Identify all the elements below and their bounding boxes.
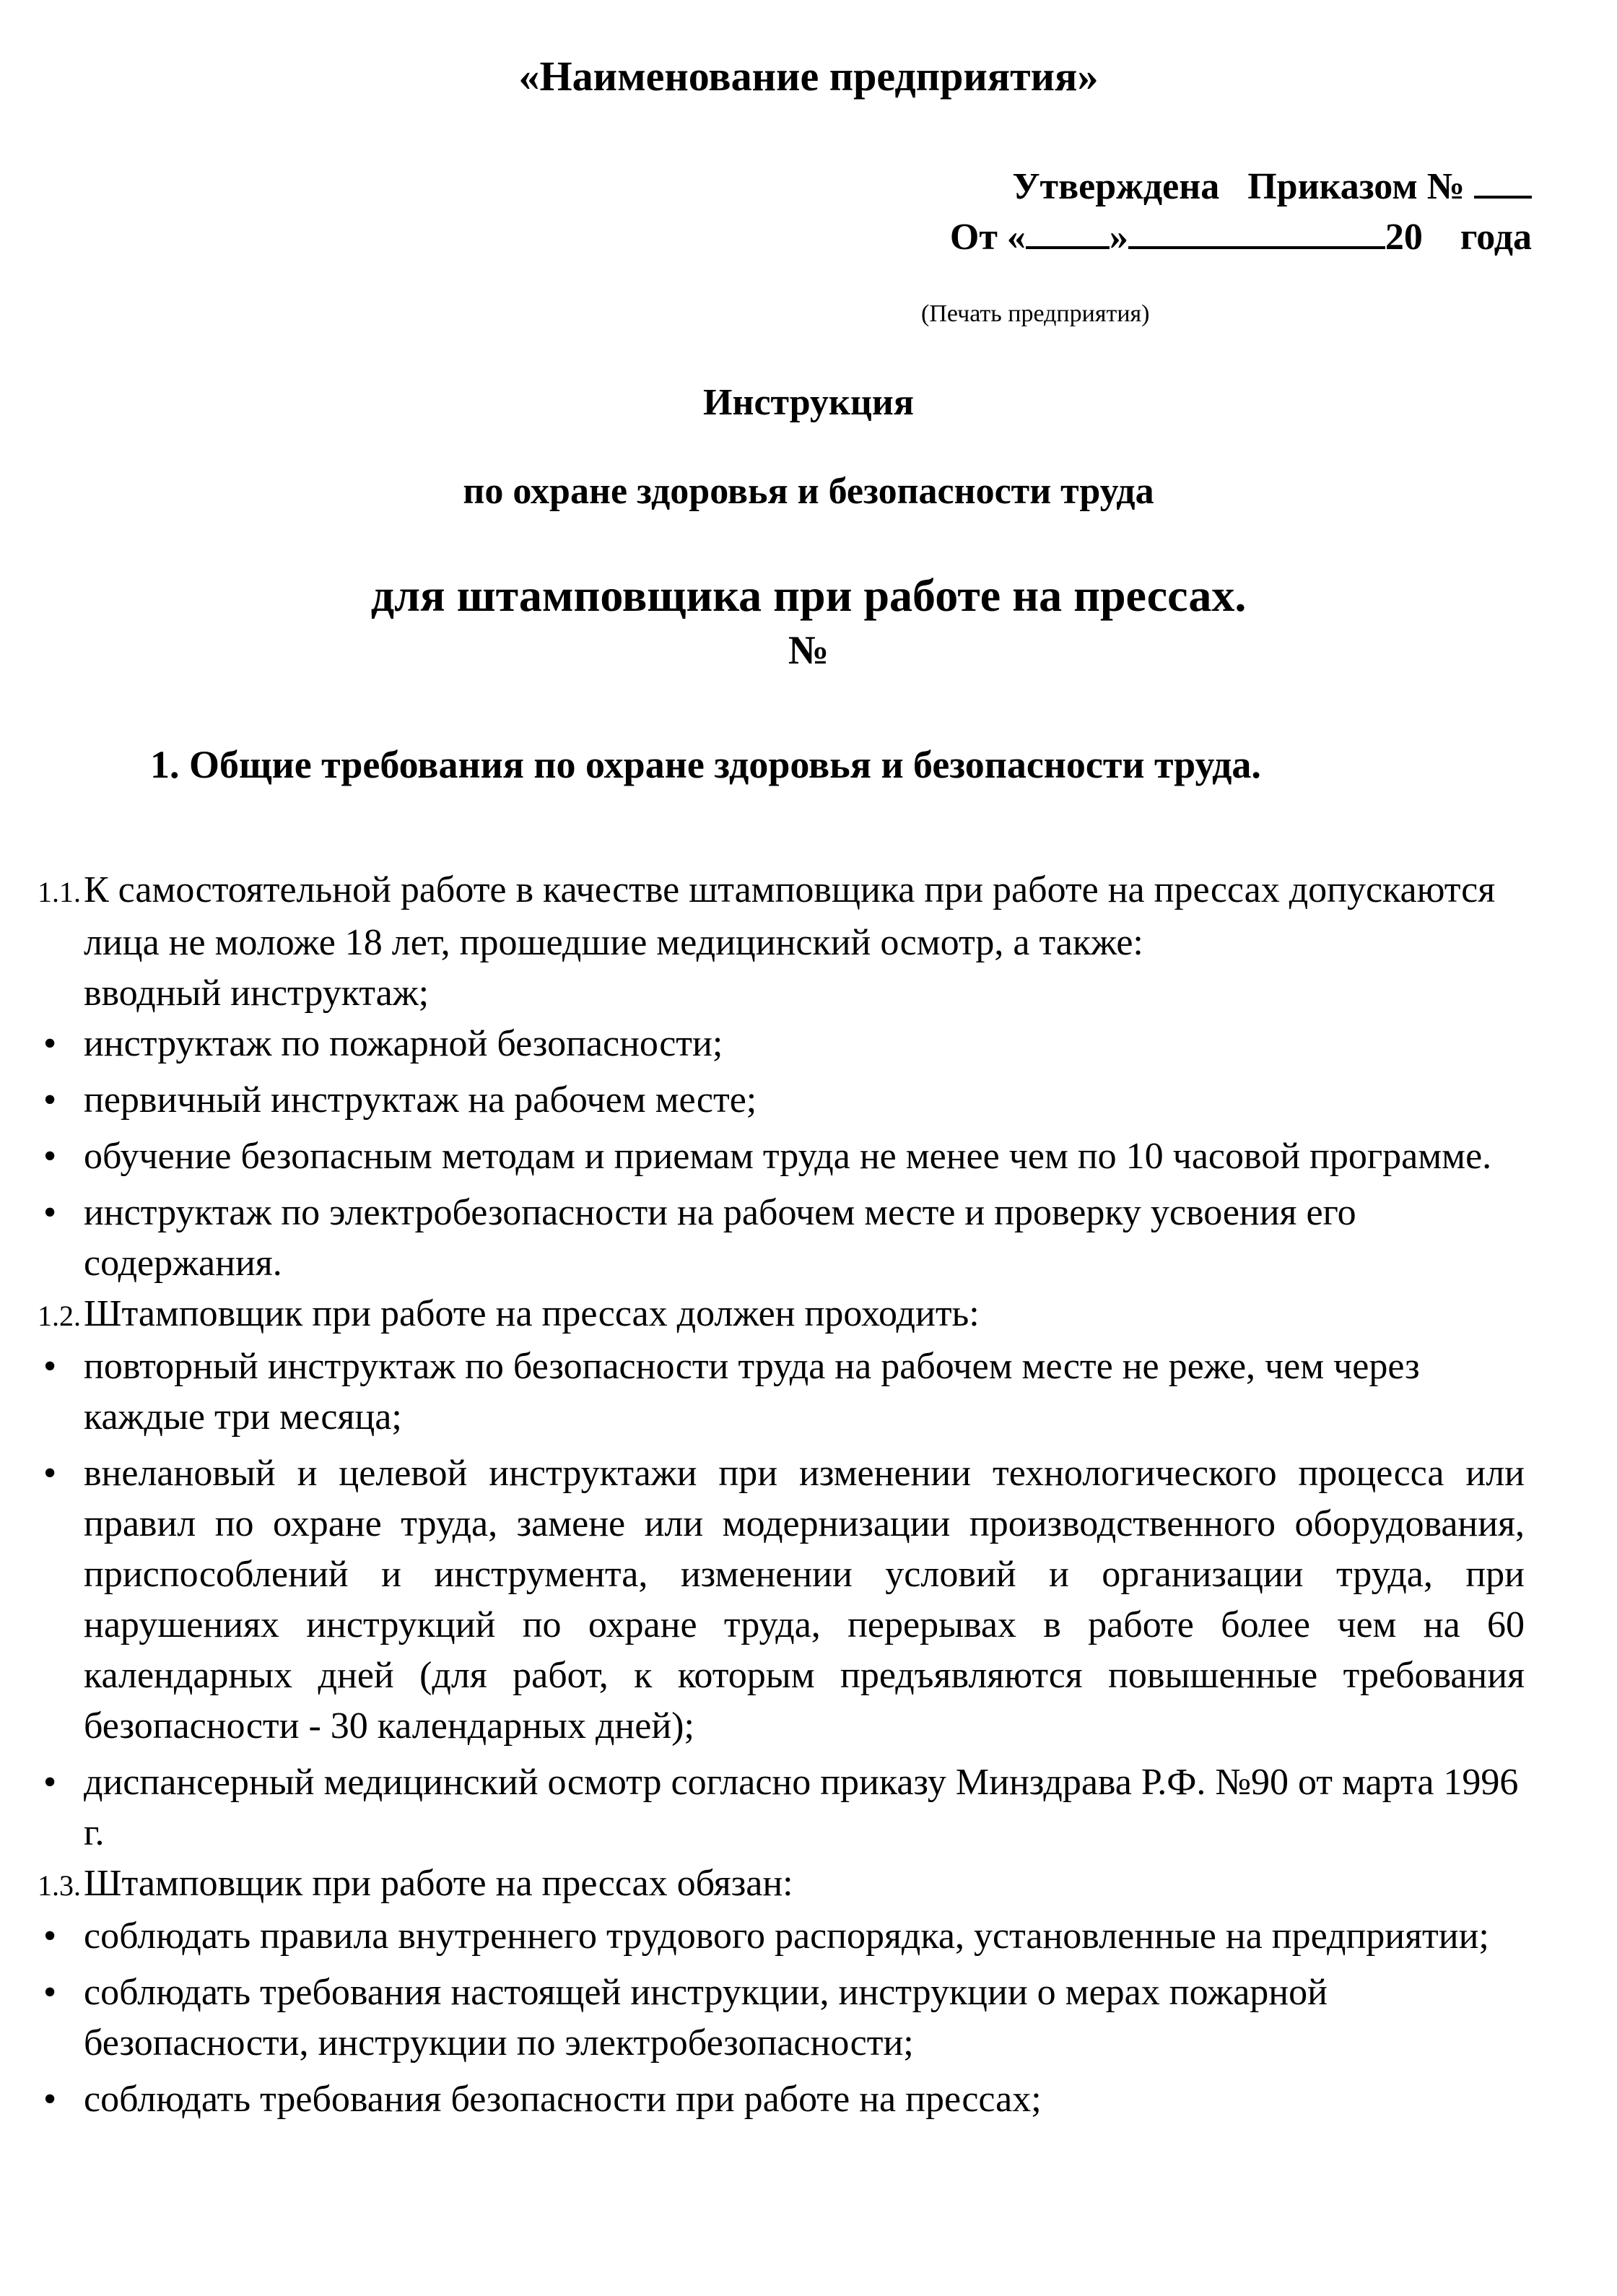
clause-text: К самостоятельной работе в качестве штамповщика при работе на прессах допускаются лица не моложе 18 лет, прошедшие медицинский осмотр, а также: bbox=[84, 869, 1496, 963]
day-blank bbox=[1026, 214, 1110, 249]
list-item-text: инструктаж по электробезопасности на рабочем месте и проверку усвоения его содержания. bbox=[84, 1192, 1356, 1284]
list-item-text: внелановый и целевой инструктажи при изменении технологического процесса или правил по охране труда, замене или модернизации производственного оборудования, приспособлений и инструмента, изменении условий и организации труда, при нарушениях инструкций по охране труда, перерывах в работе более чем на 60 календарных дней (для работ, к которым предъявляются повышенные требования безопасности - 30 календарных дней); bbox=[84, 1453, 1525, 1747]
list-item bbox=[38, 1075, 1525, 1126]
clause-1-2 bbox=[38, 1289, 1525, 1341]
list-item bbox=[38, 1019, 1525, 1069]
list-item-text: соблюдать требования безопасности при работе на прессах; bbox=[84, 2079, 1042, 2120]
list-item bbox=[38, 1911, 1525, 1962]
bullet-list bbox=[38, 1911, 1525, 2125]
list-item bbox=[38, 1757, 1525, 1858]
order-number-blank bbox=[1474, 164, 1532, 199]
bullet-icon: • bbox=[43, 1346, 57, 1387]
clause-number: 1.1. bbox=[38, 876, 81, 908]
month-blank bbox=[1128, 214, 1385, 249]
list-item-text: инструктаж по пожарной безопасности; bbox=[84, 1023, 723, 1064]
list-item-text: повторный инструктаж по безопасности труда на рабочем месте не реже, чем через каждые три месяца; bbox=[84, 1346, 1420, 1438]
year-suffix: года bbox=[1460, 217, 1532, 258]
approval-line-2 bbox=[950, 212, 1532, 263]
bullet-icon: • bbox=[43, 2079, 57, 2120]
date-prefix: От « bbox=[949, 217, 1026, 258]
clause-number: 1.3. bbox=[38, 1869, 81, 1902]
list-item bbox=[38, 1448, 1525, 1752]
bullet-icon: • bbox=[43, 1972, 57, 2013]
list-item bbox=[38, 2074, 1525, 2125]
bullet-icon: • bbox=[43, 1079, 57, 1121]
section-heading: 1. Общие требования по охране здоровья и безопасности труда. bbox=[150, 743, 1261, 786]
list-item bbox=[38, 1188, 1525, 1289]
list-item bbox=[38, 1967, 1525, 2069]
bullet-icon: • bbox=[43, 1023, 57, 1064]
list-item bbox=[38, 1131, 1525, 1182]
list-item-text: первичный инструктаж на рабочем месте; bbox=[84, 1079, 757, 1121]
list-item-text: обучение безопасным методам и приемам труда не менее чем по 10 часовой программе. bbox=[84, 1136, 1492, 1177]
clause-number: 1.2. bbox=[38, 1300, 81, 1332]
bullet-icon: • bbox=[43, 1192, 57, 1233]
bullet-list bbox=[38, 1019, 1525, 1289]
clause-subitem: вводный инструктаж; bbox=[84, 973, 430, 1014]
approval-block bbox=[950, 162, 1532, 263]
date-mid: » bbox=[1109, 217, 1128, 258]
bullet-icon: • bbox=[43, 1136, 57, 1177]
company-name: «Наименование предприятия» bbox=[518, 53, 1099, 100]
doc-number: № bbox=[788, 628, 829, 673]
approval-line-1 bbox=[950, 162, 1532, 212]
bullet-icon: • bbox=[43, 1915, 57, 1957]
clause-1-1 bbox=[38, 865, 1525, 968]
list-item bbox=[38, 1341, 1525, 1443]
year-prefix: 20 bbox=[1385, 217, 1423, 258]
bullet-list bbox=[38, 1341, 1525, 1858]
list-item-text: соблюдать требования настоящей инструкции, инструкции о мерах пожарной безопасности, инструкции по электробезопасности; bbox=[84, 1972, 1328, 2064]
approval-order-label: Утверждена Приказом № bbox=[1012, 166, 1465, 207]
doc-title: Инструкция bbox=[703, 382, 914, 423]
clause-text: Штамповщик при работе на прессах должен проходить: bbox=[84, 1293, 980, 1334]
doc-subtitle: по охране здоровья и безопасности труда bbox=[463, 471, 1154, 512]
list-item-text: диспансерный медицинский осмотр согласно приказу Минздрава Р.Ф. №90 от марта 1996 г. bbox=[84, 1762, 1519, 1853]
doc-subtitle-profession: для штамповщика при работе на прессах. bbox=[370, 570, 1247, 621]
bullet-icon: • bbox=[43, 1453, 57, 1494]
section-body bbox=[38, 865, 1525, 2125]
stamp-placeholder: (Печать предприятия) bbox=[921, 300, 1150, 327]
clause-1-3 bbox=[38, 1858, 1525, 1911]
clause-text: Штамповщик при работе на прессах обязан: bbox=[84, 1863, 793, 1904]
list-item-text: соблюдать правила внутреннего трудового распорядка, установленные на предприятии; bbox=[84, 1915, 1489, 1957]
bullet-icon: • bbox=[43, 1762, 57, 1803]
